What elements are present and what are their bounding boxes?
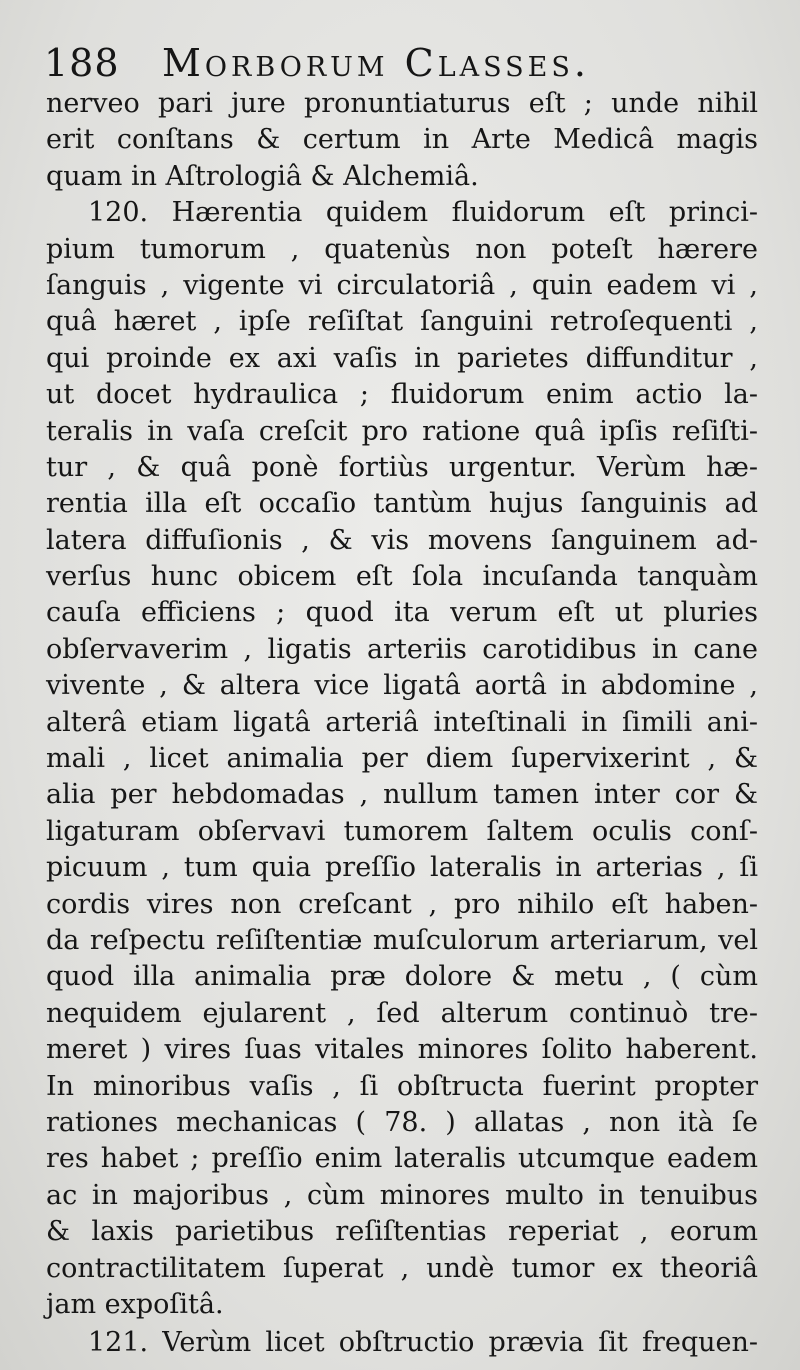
page-header [44,40,764,86]
text-line: verſus hunc obicem eſt ſola incuſanda tanquàm [46,561,758,593]
text-line: In minoribus vaſis , ſi obſtructa fuerint propter [46,1070,758,1102]
text-line: res habet ; preſſio enim lateralis utcumque eadem [46,1143,758,1175]
text-line: nerveo pari jure pronuntiaturus eſt ; unde nihil [46,88,758,119]
text-line: meret ) vires ſuas vitales minores ſolito haberent. [46,1034,758,1066]
text-line: rationes mechanicas ( 78. ) allatas , non ità ſe [46,1106,758,1138]
text-line: ſanguis , vigente vi circulatoriâ , quin eadem vi , [46,269,758,301]
text-line: ut docet hydraulica ; fluidorum enim actio la- [46,379,758,411]
text-line: rentia illa eſt occaſio tantùm hujus ſanguinis ad [46,488,758,520]
text-line: vivente , & altera vice ligatâ aortâ in abdomine , [46,670,758,702]
text-line: alia per hebdomadas , nullum tamen inter cor & [46,779,758,811]
text-line: teralis in vaſa creſcit pro ratione quâ ipſis reſiſti- [46,415,758,447]
text-line: quod illa animalia præ dolore & metu , ( cùm [46,961,758,993]
text-line: pium tumorum , quatenùs non poteſt hærere [46,233,758,265]
text-line: cauſa efficiens ; quod ita verum eſt ut pluries [46,597,758,629]
body-text [46,86,758,1362]
text-line: obſervaverim , ligatis arteriis carotidibus in cane [46,633,758,665]
text-line: quam in Aſtrologiâ & Alchemiâ. [46,160,479,192]
text-line: contractilitatem ſuperat , undè tumor ex theoriâ [46,1252,758,1284]
text-line: alterâ etiam ligatâ arteriâ inteſtinali in ſimili ani- [46,706,758,738]
text-line: tur , & quâ ponè fortiùs urgentur. Verùm hæ- [46,451,758,483]
text-line: jam expoſitâ. [46,1288,224,1320]
text-line: ac in majoribus , cùm minores multo in tenuibus [46,1179,758,1211]
paragraph-120-start: 120. Hærentia quidem fluidorum eſt princi- [88,197,758,229]
text-line: nequidem ejularent , ſed alterum continuò tre- [46,997,758,1029]
text-line: erit conſtans & certum in Arte Medicâ magis [46,124,758,156]
text-line: mali , licet animalia per diem ſupervixerint , & [46,743,758,775]
text-line: qui proinde ex axi vaſis in parietes diffunditur , [46,342,758,374]
text-line: & laxis parietibus reſiſtentias reperiat , eorum [46,1216,758,1248]
page-number: 188 [44,41,120,85]
text-line: latera diffuſionis , & vis movens ſanguinem ad- [46,524,758,556]
text-line: cordis vires non creſcant , pro nihilo eſt haben- [46,888,758,920]
running-title: Morborum Classes. [162,41,590,85]
text-line: da reſpectu reſiſtentiæ muſculorum arteriarum, vel [46,924,758,956]
text-line: picuum , tum quia preſſio lateralis in arterias , ſi [46,852,758,884]
text-line: quâ hæret , ipſe reſiſtat ſanguini retroſequenti , [46,306,758,338]
text-line: ligaturam obſervavi tumorem ſaltem oculis conſ- [46,815,758,847]
paragraph-121-start: 121. Verùm licet obſtructio prævia ſit frequen- [88,1327,758,1359]
